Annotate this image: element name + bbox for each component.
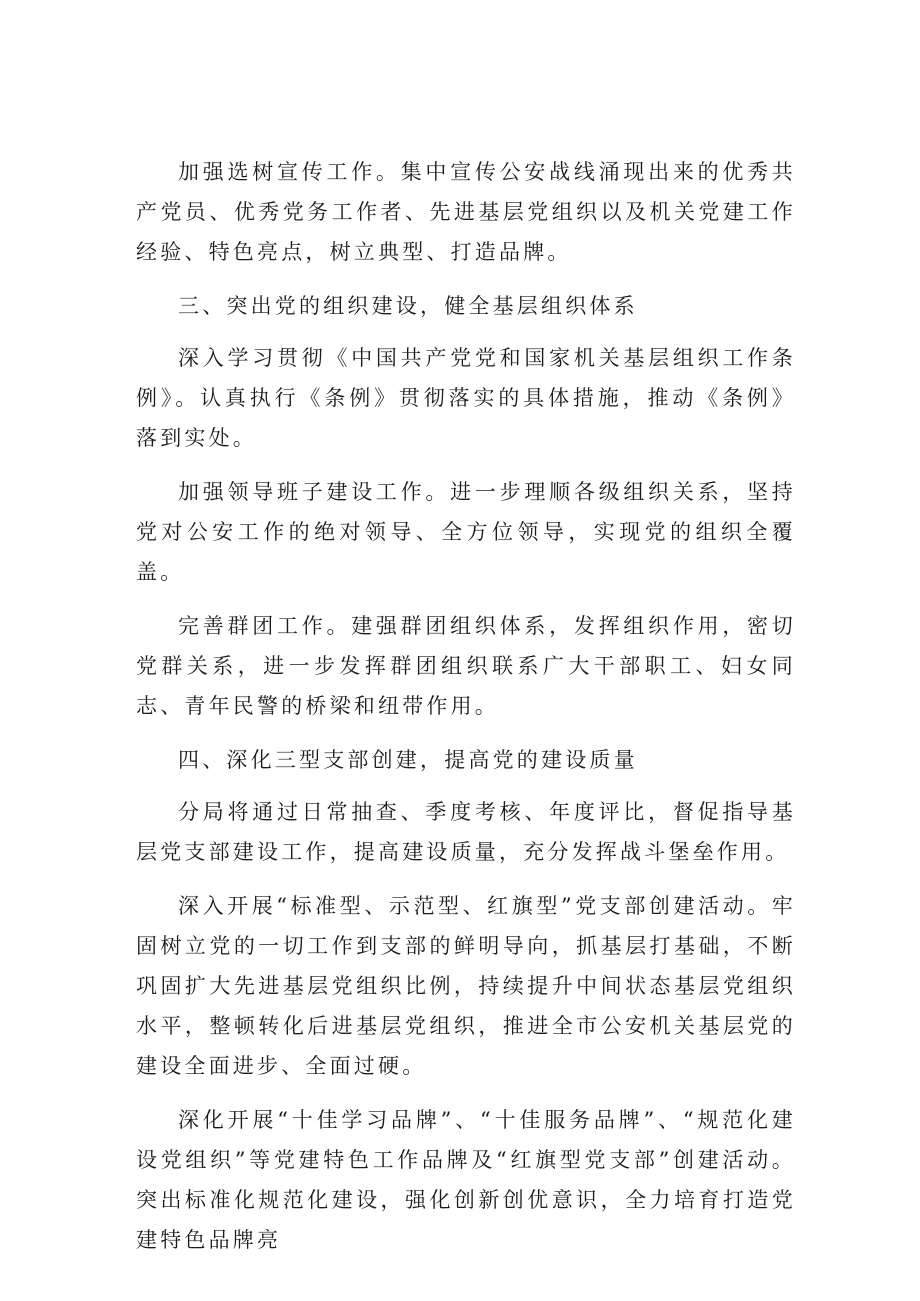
section-heading-three: 三、突出党的组织建设，健全基层组织体系 [178,294,638,318]
paragraph-regulations: 深入学习贯彻《中国共产党党和国家机关基层组织工作条例》。认真执行《条例》贯彻落实的具体措施，推动《条例》落到实处。 [136,346,796,450]
paragraph-brand-building: 深化开展“十佳学习品牌”、“十佳服务品牌”、“规范化建设党组织”等党建特色工作品牌及“红旗型党支部”创建活动。突出标准化规范化建设，强化创新创优意识，全力培育打造党建特色品牌亮 [136,1108,796,1252]
paragraph-mass-organizations: 完善群团工作。建强群团组织体系，发挥组织作用，密切党群关系，进一步发挥群团组织联系广大干部职工、妇女同志、青年民警的桥梁和纽带作用。 [136,614,796,718]
paragraph-branch-creation: 深入开展“标准型、示范型、红旗型”党支部创建活动。牢固树立党的一切工作到支部的鲜明导向，抓基层打基础，不断巩固扩大先进基层党组织比例，持续提升中间状态基层党组织水平，整顿转化后进基层党组织，推进全市公安机关基层党的建设全面进步、全面过硬。 [136,894,796,1078]
paragraph-inspection: 分局将通过日常抽查、季度考核、年度评比，督促指导基层党支部建设工作，提高建设质量，充分发挥战斗堡垒作用。 [136,800,796,864]
document-body [136,152,796,1274]
section-heading-four: 四、深化三型支部创建，提高党的建设质量 [178,748,638,772]
paragraph-publicity: 加强选树宣传工作。集中宣传公安战线涌现出来的优秀共产党员、优秀党务工作者、先进基层党组织以及机关党建工作经验、特色亮点，树立典型、打造品牌。 [136,160,796,264]
paragraph-leadership: 加强领导班子建设工作。进一步理顺各级组织关系，坚持党对公安工作的绝对领导、全方位领导，实现党的组织全覆盖。 [136,480,796,584]
